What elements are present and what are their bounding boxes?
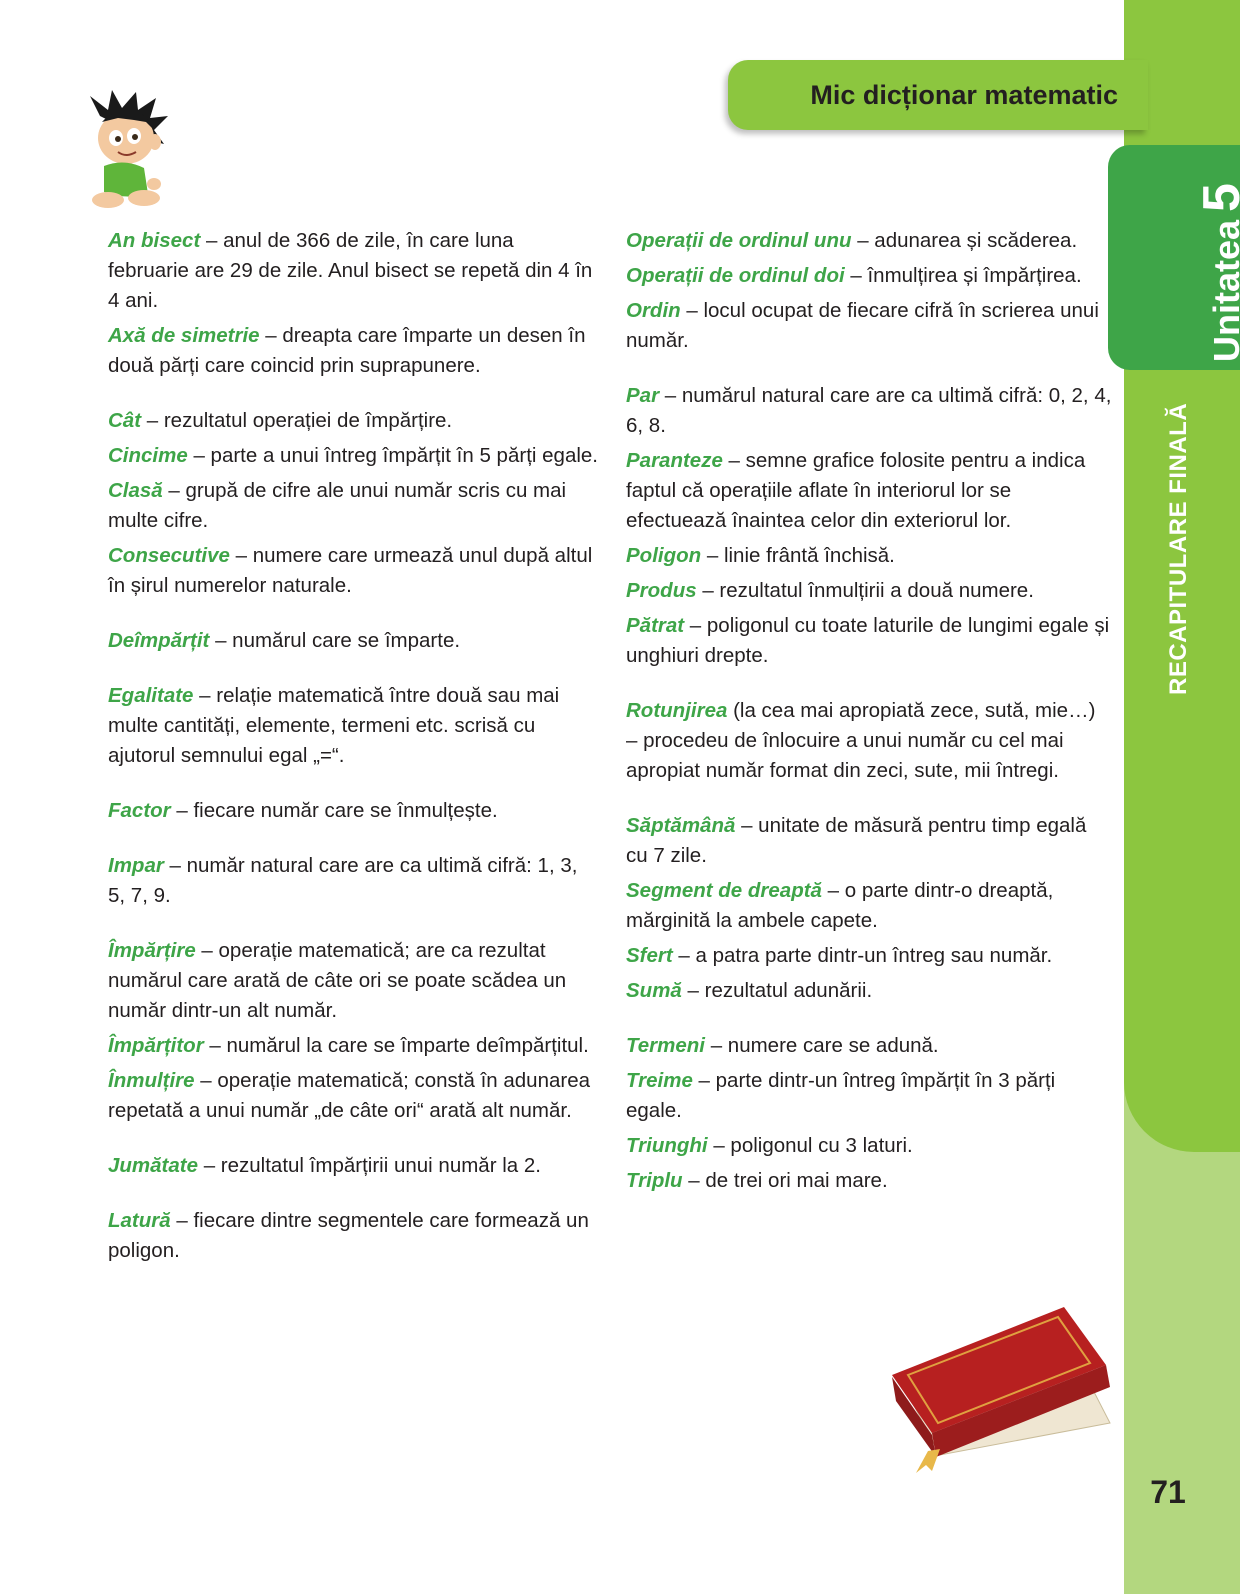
entry-term: Impar (108, 854, 164, 877)
dictionary-entry (626, 296, 1112, 356)
entry-definition: – numărul natural care are ca ultimă cifră: 0, 2, 4, 6, 8. (626, 384, 1112, 437)
entry-definition: – rezultatul adunării. (681, 979, 873, 1002)
entry-term: Împărțire (108, 939, 196, 962)
cartoon-boy-mascot-icon (78, 88, 178, 218)
dictionary-entry (626, 541, 1112, 571)
entry-term: Triunghi (626, 1134, 708, 1157)
unit-number: 5 (1193, 183, 1251, 212)
entry-definition: – semne grafice folosite pentru a indica faptul că operațiile aflate în interiorul lor se efectuează înaintea celor din exteriorul lor. (626, 449, 1086, 532)
page-number: 71 (1150, 1474, 1186, 1510)
unit-word: Unitatea (1206, 219, 1247, 362)
entry-definition: – operație matematică; are ca rezultat numărul care arată de câte ori se poate scădea un număr dintr-un alt număr. (108, 939, 567, 1022)
entry-definition: – poligonul cu 3 laturi. (707, 1134, 913, 1157)
dictionary-entry (626, 226, 1112, 256)
entry-definition: – numere care se adună. (705, 1034, 939, 1057)
dictionary-entry (108, 1031, 598, 1061)
entry-definition: – operație matematică; constă în adunarea repetată a unui număr „de câte ori“ arată alt număr. (108, 1069, 591, 1122)
dictionary-entry (108, 1151, 598, 1181)
entry-term: Cât (108, 409, 142, 432)
entry-term: An bisect (108, 229, 201, 252)
entry-term: Ordin (626, 299, 681, 322)
dictionary-entry (108, 441, 598, 471)
entry-term: Împărțitor (108, 1034, 204, 1057)
entry-term: Egalitate (108, 684, 194, 707)
entry-term: Termeni (626, 1034, 705, 1057)
entry-definition: (la cea mai apropiată zece, sută, mie…) – procedeu de înlocuire a unui număr cu cel mai apropiat număr format din zeci, sute, mii întregi. (626, 699, 1096, 782)
dictionary-right-column (626, 226, 1112, 1201)
dictionary-entry (626, 576, 1112, 606)
entry-definition: – o parte dintr-o dreaptă, mărginită la ambele capete. (626, 879, 1054, 932)
title-bar (728, 60, 1148, 130)
entry-term: Jumătate (108, 1154, 199, 1177)
entry-definition: – parte a unui întreg împărțit în 5 părți egale. (187, 444, 598, 467)
dictionary-entry (108, 226, 598, 316)
dictionary-entry (626, 941, 1112, 971)
entry-term: Paranteze (626, 449, 723, 472)
dictionary-entry (108, 681, 598, 771)
entry-definition: – numărul care se împarte. (209, 629, 461, 652)
entry-definition: – relație matematică între două sau mai multe cantități, elemente, termeni etc. scrisă cu ajutorul semnului egal „=“. (108, 684, 560, 767)
entry-definition: – rezultatul împărțirii unui număr la 2. (198, 1154, 541, 1177)
entry-definition: – numărul la care se împarte deîmpărțitul. (203, 1034, 589, 1057)
entry-term: Triplu (626, 1169, 683, 1192)
dictionary-entry (108, 321, 598, 381)
dictionary-entry (108, 626, 598, 656)
entry-definition: – numere care urmează unul după altul în șirul numerelor naturale. (108, 544, 593, 597)
entry-definition: – de trei ori mai mare. (682, 1169, 888, 1192)
entry-term: Sfert (626, 944, 673, 967)
dictionary-entry (626, 1131, 1112, 1161)
entry-definition: – locul ocupat de fiecare cifră în scrierea unui număr. (626, 299, 1099, 352)
dictionary-entry (108, 851, 598, 911)
entry-definition: – a patra parte dintr-un întreg sau număr. (672, 944, 1053, 967)
entry-term: Axă de simetrie (108, 324, 260, 347)
unit-label (1192, 183, 1252, 362)
page-title: Mic dicționar matematic (810, 80, 1118, 110)
entry-definition: – înmulțirea și împărțirea. (844, 264, 1082, 287)
entry-definition: – unitate de măsură pentru timp egală cu 7 zile. (626, 814, 1087, 867)
entry-definition: – rezultatul operației de împărțire. (141, 409, 453, 432)
entry-term: Deîmpărțit (108, 629, 210, 652)
dictionary-entry (626, 1066, 1112, 1126)
entry-term: Cincime (108, 444, 188, 467)
entry-term: Operații de ordinul doi (626, 264, 845, 287)
dictionary-entry (108, 406, 598, 436)
entry-term: Rotunjirea (626, 699, 728, 722)
entry-definition: – grupă de cifre ale unui număr scris cu mai multe cifre. (108, 479, 567, 532)
entry-term: Par (626, 384, 660, 407)
entry-term: Factor (108, 799, 171, 822)
entry-definition: – poligonul cu toate laturile de lungimi egale și unghiuri drepte. (626, 614, 1110, 667)
dictionary-entry (108, 796, 598, 826)
entry-definition: – linie frântă închisă. (701, 544, 895, 567)
entry-term: Operații de ordinul unu (626, 229, 852, 252)
entry-term: Sumă (626, 979, 682, 1002)
entry-term: Săptămână (626, 814, 736, 837)
entry-definition: – dreapta care împarte un desen în două părți care coincid prin suprapunere. (108, 324, 586, 377)
dictionary-entry (626, 381, 1112, 441)
dictionary-entry (626, 611, 1112, 671)
entry-definition: – adunarea și scăderea. (851, 229, 1078, 252)
entry-term: Latură (108, 1209, 171, 1232)
dictionary-entry (108, 476, 598, 536)
dictionary-entry (626, 976, 1112, 1006)
dictionary-entry (626, 446, 1112, 536)
entry-definition: – fiecare dintre segmentele care formează un poligon. (108, 1209, 589, 1262)
entry-definition: – număr natural care are ca ultimă cifră: 1, 3, 5, 7, 9. (108, 854, 578, 907)
entry-definition: – fiecare număr care se înmulțește. (170, 799, 498, 822)
entry-term: Produs (626, 579, 697, 602)
dictionary-left-column (108, 226, 598, 1271)
entry-definition: – anul de 366 de zile, în care luna februarie are 29 de zile. Anul bisect se repetă din 4 în 4 ani. (108, 229, 593, 312)
entry-term: Treime (626, 1069, 693, 1092)
dictionary-entry (626, 261, 1112, 291)
dictionary-entry (626, 876, 1112, 936)
entry-definition: – rezultatul înmulțirii a două numere. (696, 579, 1034, 602)
entry-term: Segment de dreaptă (626, 879, 822, 902)
dictionary-entry (626, 1166, 1112, 1196)
dictionary-entry (108, 1066, 598, 1126)
dictionary-entry (108, 1206, 598, 1266)
entry-term: Clasă (108, 479, 163, 502)
entry-definition: – parte dintr-un întreg împărțit în 3 părți egale. (626, 1069, 1056, 1122)
dictionary-entry (108, 541, 598, 601)
entry-term: Poligon (626, 544, 702, 567)
entry-term: Înmulțire (108, 1069, 195, 1092)
section-label: RECAPITULARE FINALĂ (1165, 402, 1192, 695)
entry-term: Pătrat (626, 614, 685, 637)
red-book-icon (888, 1305, 1128, 1475)
entry-term: Consecutive (108, 544, 230, 567)
dictionary-entry (108, 936, 598, 1026)
dictionary-entry (626, 696, 1112, 786)
dictionary-entry (626, 811, 1112, 871)
dictionary-entry (626, 1031, 1112, 1061)
